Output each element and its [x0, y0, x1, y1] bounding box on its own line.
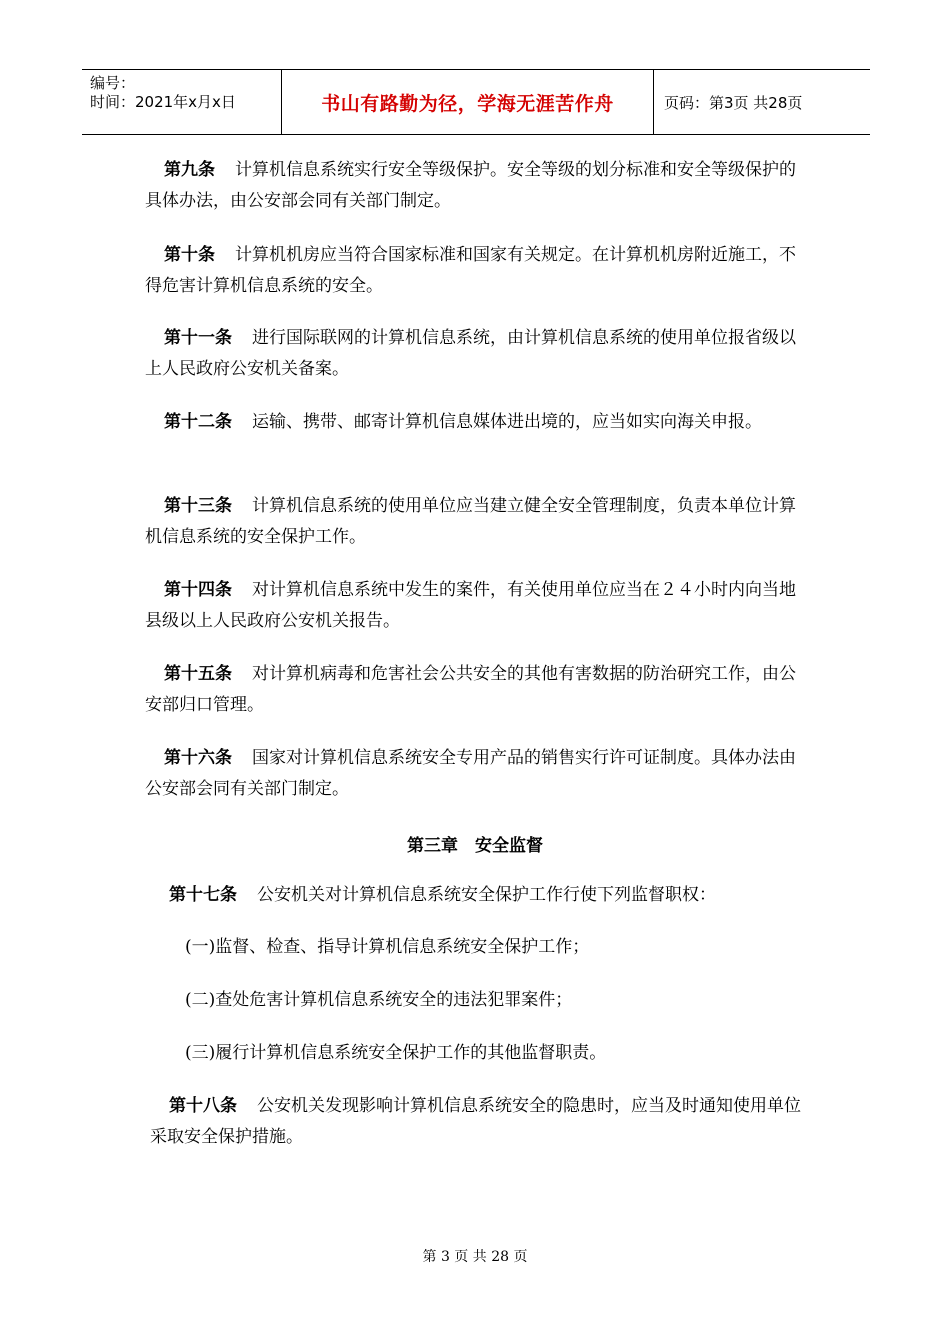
page-header	[82, 69, 870, 135]
document-date: 时间：2021年x月x日	[90, 93, 236, 111]
article-title: 第十一条	[164, 328, 232, 348]
article-11	[145, 323, 805, 385]
article-17	[150, 880, 810, 911]
article-text: 公安机关对计算机信息系统安全保护工作行使下列监督职权：	[257, 885, 716, 905]
article-title: 第十七条	[169, 885, 237, 905]
page-footer: 第 3 页 共 28 页	[422, 1249, 528, 1265]
article-15	[145, 659, 805, 721]
article-16	[145, 743, 805, 805]
list-item: (二)查处危害计算机信息系统安全的违法犯罪案件；	[185, 990, 573, 1010]
article-text: 计算机信息系统实行安全等级保护。安全等级的划分标准和安全等级保护的具体办法，由公安部会同有关部门制定。	[145, 160, 796, 211]
article-text: 对计算机病毒和危害社会公共安全的其他有害数据的防治研究工作，由公安部归口管理。	[145, 664, 796, 715]
article-title: 第十四条	[164, 580, 232, 600]
article-title: 第十二条	[164, 412, 232, 432]
header-page-info: 页码：第3页 共28页	[664, 93, 803, 112]
article-10	[145, 240, 805, 302]
article-12	[145, 407, 805, 438]
article-text: 公安机关发现影响计算机信息系统安全的隐患时，应当及时通知使用单位采取安全保护措施。	[150, 1096, 801, 1147]
article-text: 运输、携带、邮寄计算机信息媒体进出境的，应当如实向海关申报。	[252, 412, 762, 432]
article-13	[145, 491, 805, 553]
article-18	[150, 1091, 810, 1153]
article-title: 第十六条	[164, 748, 232, 768]
article-title: 第九条	[164, 160, 215, 180]
article-title: 第十三条	[164, 496, 232, 516]
article-title: 第十五条	[164, 664, 232, 684]
chapter-title: 第三章 安全监督	[407, 836, 543, 856]
header-motto: 书山有路勤为径，学海无涯苦作舟	[282, 70, 654, 134]
document-number: 编号：	[90, 74, 136, 92]
article-title: 第十条	[164, 245, 215, 265]
article-text: 进行国际联网的计算机信息系统，由计算机信息系统的使用单位报省级以上人民政府公安机关备案。	[145, 328, 796, 379]
article-14	[145, 575, 805, 637]
article-text: 计算机信息系统的使用单位应当建立健全安全管理制度，负责本单位计算机信息系统的安全保护工作。	[145, 496, 796, 547]
article-text: 对计算机信息系统中发生的案件，有关使用单位应当在２４小时内向当地县级以上人民政府公安机关报告。	[145, 580, 796, 631]
article-text: 国家对计算机信息系统安全专用产品的销售实行许可证制度。具体办法由公安部会同有关部门制定。	[145, 748, 796, 799]
header-meta	[82, 70, 282, 134]
list-item: (三)履行计算机信息系统安全保护工作的其他监督职责。	[185, 1043, 607, 1063]
article-text: 计算机机房应当符合国家标准和国家有关规定。在计算机机房附近施工，不得危害计算机信息系统的安全。	[145, 245, 796, 296]
article-title: 第十八条	[169, 1096, 237, 1116]
article-9	[145, 155, 805, 217]
list-item: (一)监督、检查、指导计算机信息系统安全保护工作；	[185, 937, 590, 957]
